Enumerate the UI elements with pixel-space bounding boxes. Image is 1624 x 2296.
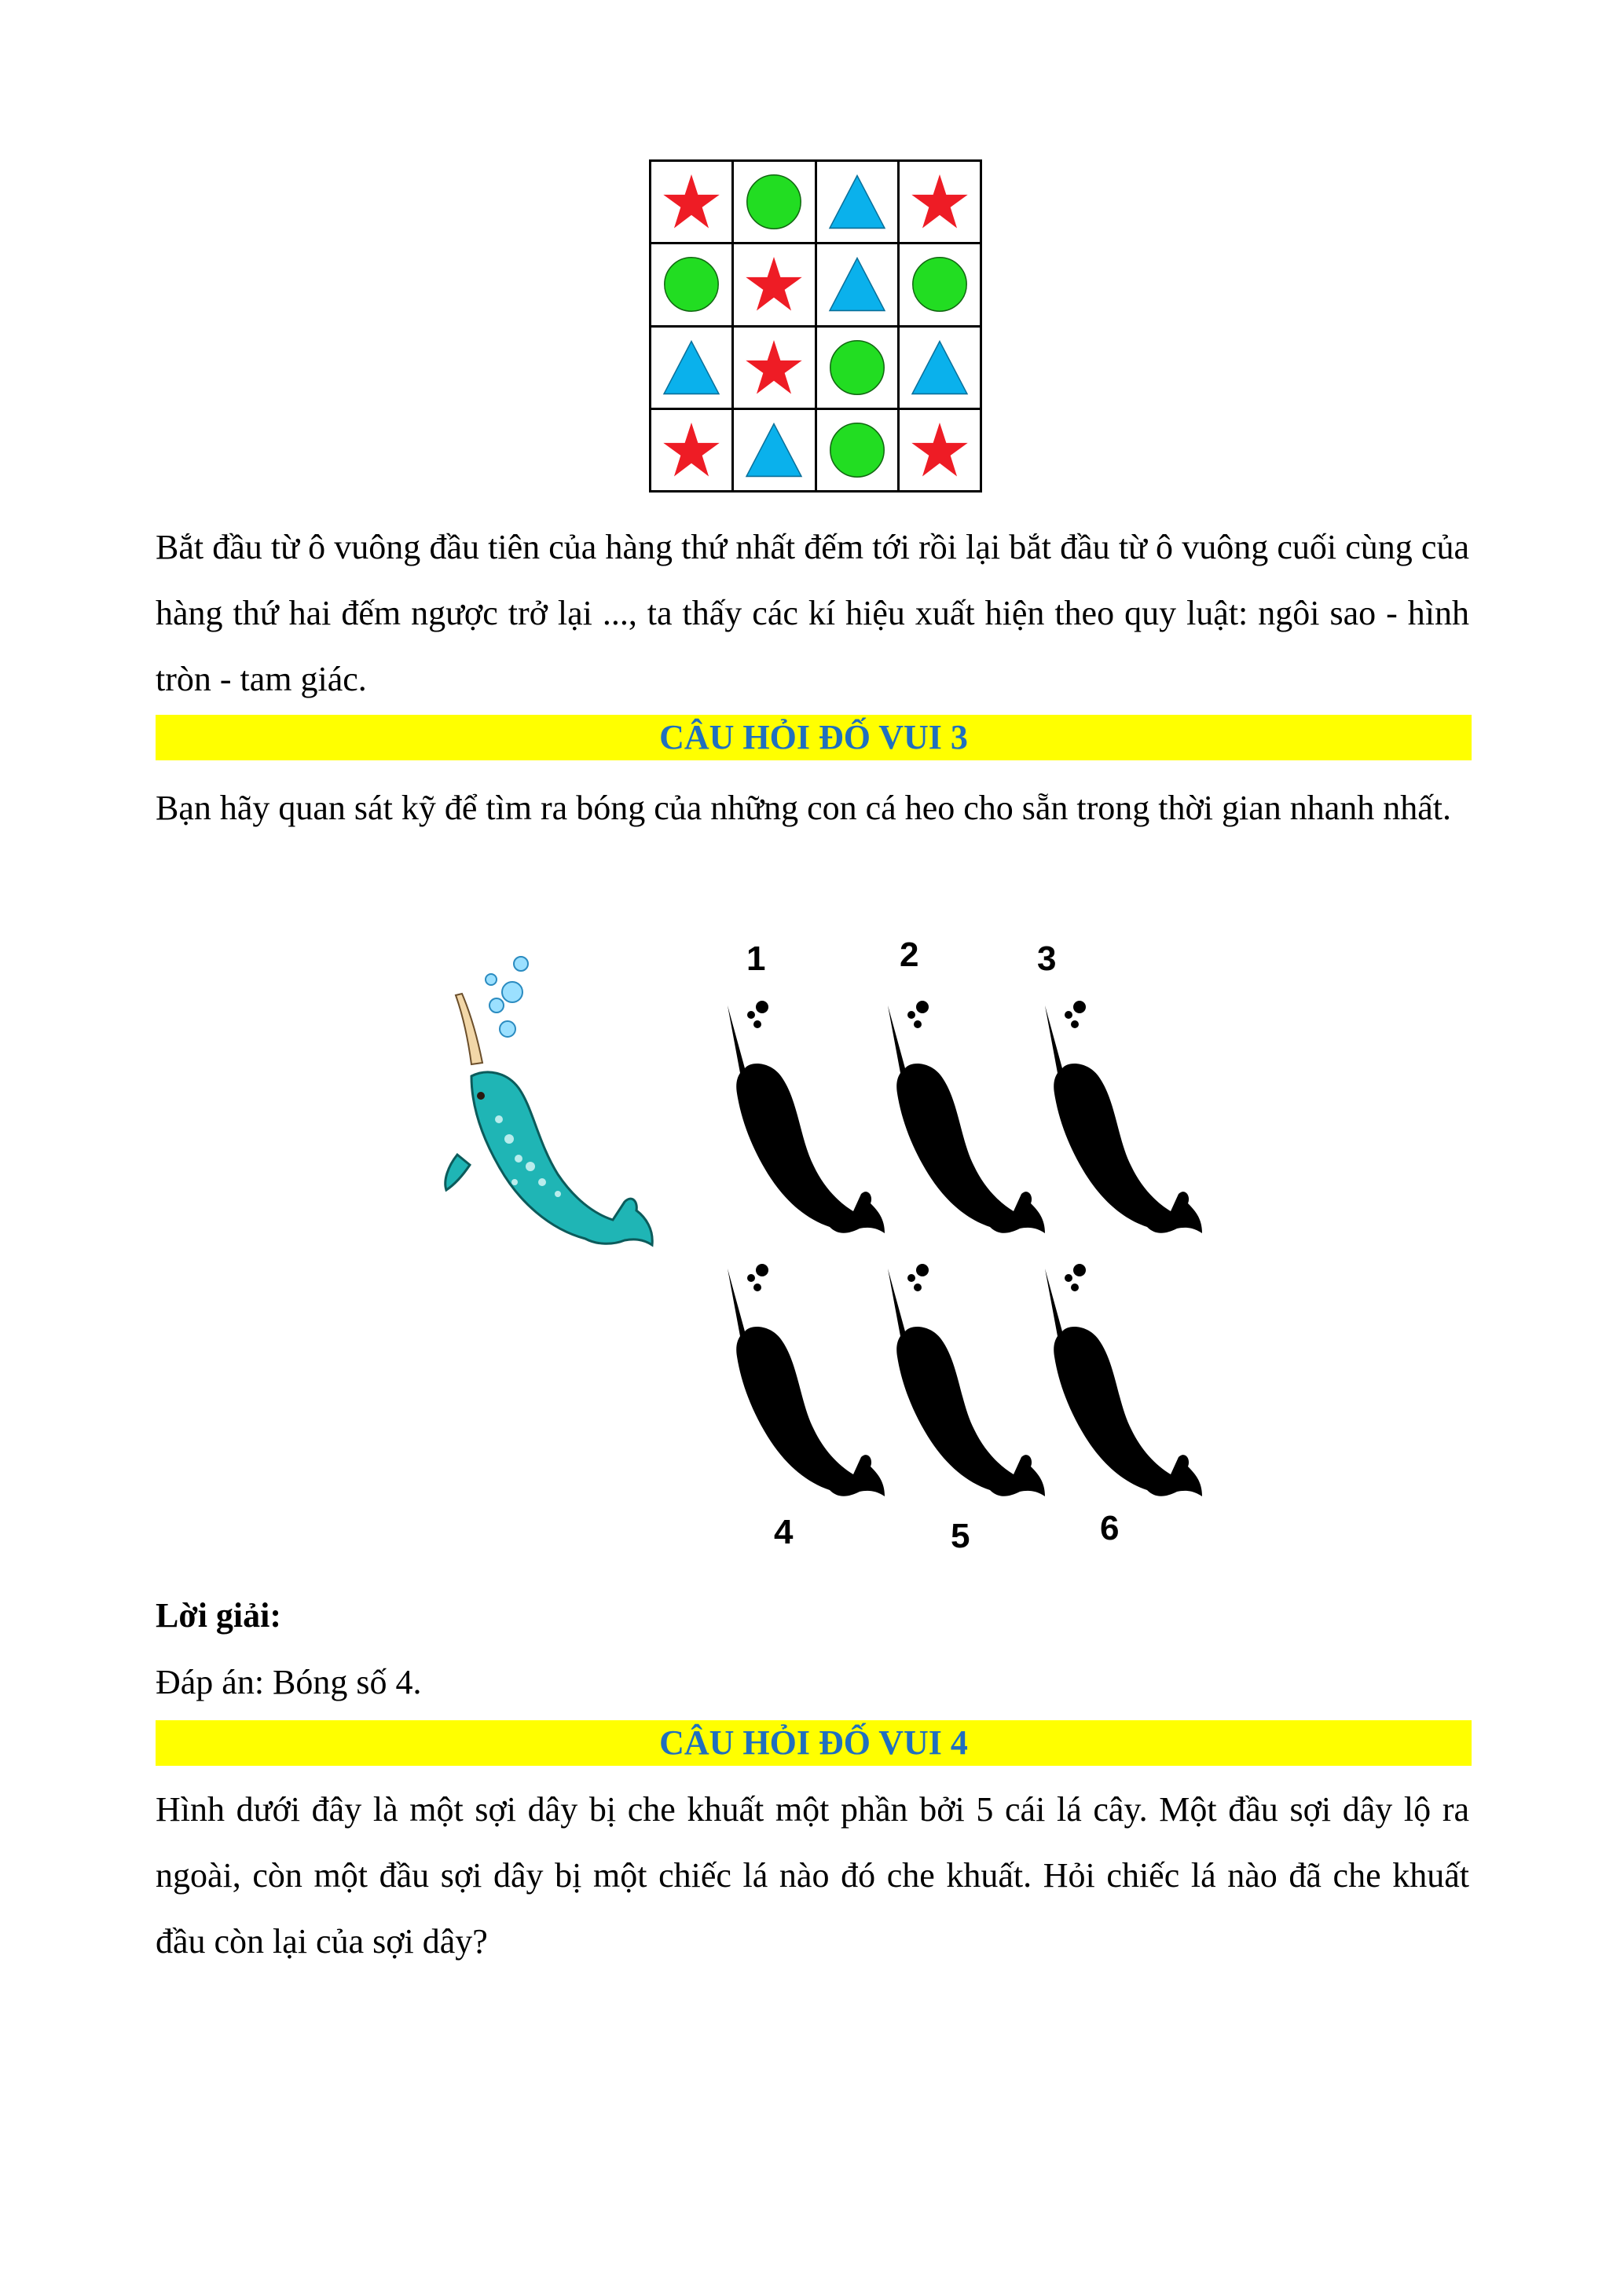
- grid-cell-circle: [817, 328, 897, 408]
- shadow-4: [728, 1264, 885, 1496]
- triangle-icon: [827, 172, 887, 232]
- narwhal-body: [471, 1072, 652, 1245]
- star-icon: [744, 255, 804, 314]
- grid-cell-circle: [651, 244, 731, 324]
- shadow-label-3: 3: [1037, 939, 1057, 978]
- bubble: [514, 957, 528, 971]
- shadow-3: [1045, 1001, 1202, 1233]
- narwhal-eye: [477, 1092, 485, 1100]
- question-4-title: CÂU HỎI ĐỐ VUI 4: [156, 1720, 1472, 1766]
- narwhal-illustration: [445, 957, 652, 1245]
- narwhal-fin: [445, 1155, 470, 1190]
- circle-icon: [827, 420, 887, 480]
- question-3-title: CÂU HỎI ĐỐ VUI 3: [156, 715, 1472, 760]
- grid-cell-star: [651, 162, 731, 242]
- grid-cell-circle: [900, 244, 980, 324]
- triangle-icon: [827, 255, 887, 314]
- grid-cell-triangle: [734, 410, 814, 490]
- circle-icon: [827, 338, 887, 397]
- bubble: [489, 998, 504, 1013]
- circle-icon: [744, 172, 804, 232]
- solution-heading: Lời giải:: [156, 1596, 282, 1635]
- circle-icon: [910, 255, 970, 314]
- triangle-icon: [662, 338, 721, 397]
- star-icon: [662, 420, 721, 480]
- triangle-icon: [744, 420, 804, 480]
- shadow-label-4: 4: [774, 1513, 794, 1551]
- explanation-text: Bắt đầu từ ô vuông đầu tiên của hàng thứ nhất đếm tới rồi lại bắt đầu từ ô vuông cuối cùng của hàng thứ hai đếm ngược trở lại ..., ta thấy các kí hiệu xuất hiện theo quy luật: ngôi sao - hình tròn - tam giác.: [156, 528, 1469, 698]
- bubble: [500, 1021, 515, 1037]
- grid-cell-star: [734, 244, 814, 324]
- bubble: [486, 974, 497, 985]
- grid-cell-circle: [734, 162, 814, 242]
- grid-cell-triangle: [900, 328, 980, 408]
- star-icon: [910, 172, 970, 232]
- grid-cell-star: [900, 410, 980, 490]
- shadow-6: [1045, 1264, 1202, 1496]
- star-icon: [910, 420, 970, 480]
- shadow-label-6: 6: [1100, 1509, 1120, 1547]
- shadow-5: [888, 1264, 1045, 1496]
- bubble: [502, 982, 522, 1002]
- grid-cell-triangle: [817, 162, 897, 242]
- shadow-1: [728, 1001, 885, 1233]
- grid-cell-star: [734, 328, 814, 408]
- grid-cell-triangle: [651, 328, 731, 408]
- shadow-2: [888, 1001, 1045, 1233]
- question-4-text: Hình dưới đây là một sợi dây bị che khuất một phần bởi 5 cái lá cây. Một đầu sợi dây lộ ra ngoài, còn một đầu sợi dây bị một chiếc lá nào đó che khuất. Hỏi chiếc lá nào đã che khuất đầu còn lại của sợi dây?: [156, 1790, 1469, 1961]
- shadow-label-1: 1: [746, 939, 766, 978]
- star-icon: [662, 172, 721, 232]
- pattern-grid: [649, 159, 982, 493]
- grid-cell-star: [900, 162, 980, 242]
- triangle-icon: [910, 338, 970, 397]
- circle-icon: [662, 255, 721, 314]
- question-3-text: Bạn hãy quan sát kỹ để tìm ra bóng của những con cá heo cho sẵn trong thời gian nhanh nhất.: [156, 789, 1452, 827]
- grid-cell-circle: [817, 410, 897, 490]
- narwhal-horn: [456, 994, 482, 1064]
- grid-cell-triangle: [817, 244, 897, 324]
- shadow-label-5: 5: [951, 1517, 970, 1555]
- grid-cell-star: [651, 410, 731, 490]
- star-icon: [744, 338, 804, 397]
- narwhal-puzzle-figure: [440, 931, 1210, 1559]
- shadow-label-2: 2: [900, 936, 919, 974]
- solution-answer: Đáp án: Bóng số 4.: [156, 1663, 422, 1701]
